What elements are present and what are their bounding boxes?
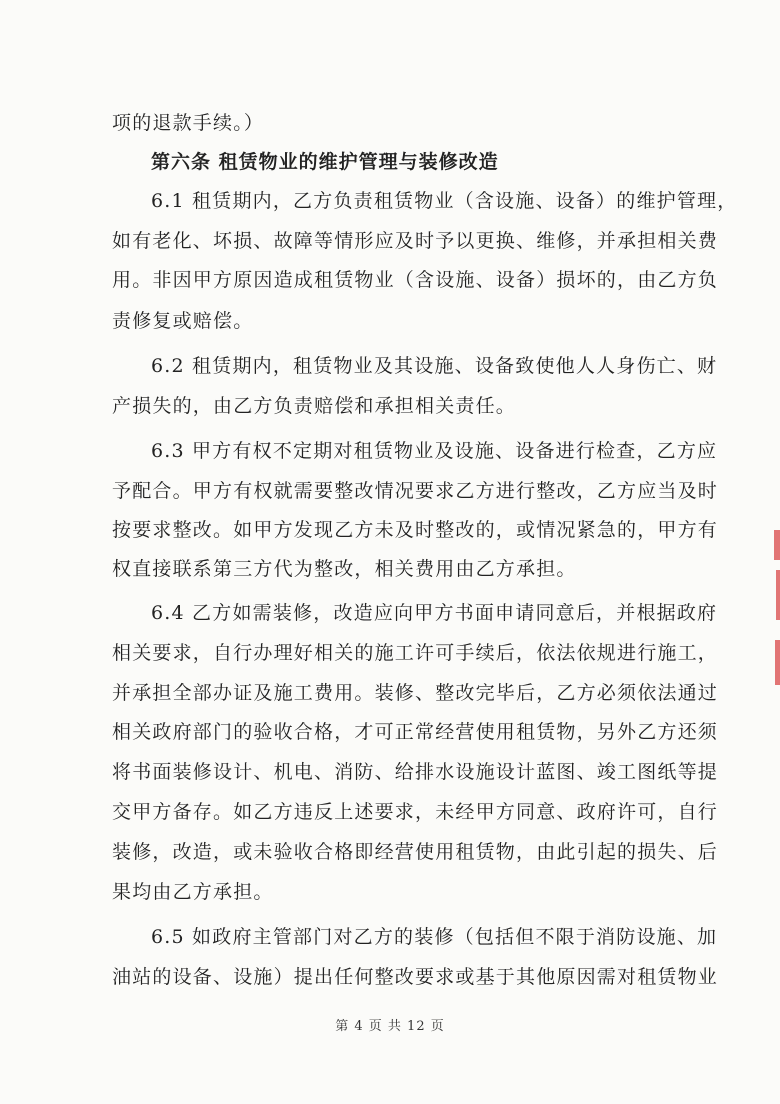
paragraph-line: 产损失的，由乙方负责赔偿和承担相关责任。 [112, 395, 517, 417]
paragraph-line: 6.5 如政府主管部门对乙方的装修（包括但不限于消防设施、加 [151, 926, 718, 948]
section-heading: 第六条 租赁物业的维护管理与装修改造 [151, 151, 499, 173]
seal-edge-mark [774, 530, 780, 560]
paragraph-line: 并承担全部办证及施工费用。装修、整改完毕后，乙方必须依法通过 [112, 682, 719, 704]
paragraph-line: 装修，改造，或未验收合格即经营使用租赁物，由此引起的损失、后 [112, 841, 719, 863]
paragraph-line: 交甲方备存。如乙方违反上述要求，未经甲方同意、政府许可，自行 [112, 801, 719, 823]
paragraph-line: 相关要求，自行办理好相关的施工许可手续后，依法依规进行施工， [112, 642, 719, 664]
paragraph-line: 予配合。甲方有权就需要整改情况要求乙方进行整改，乙方应当及时 [112, 480, 719, 502]
seal-edge-mark [776, 570, 780, 620]
paragraph-line: 6.4 乙方如需装修，改造应向甲方书面申请同意后，并根据政府 [151, 602, 718, 624]
paragraph-line: 用。非因甲方原因造成租赁物业（含设施、设备）损坏的，由乙方负 [112, 269, 719, 291]
paragraph-line: 果均由乙方承担。 [112, 881, 274, 903]
paragraph-line: 如有老化、坏损、故障等情形应及时予以更换、维修，并承担相关费 [112, 230, 719, 252]
paragraph-line: 权直接联系第三方代为整改，相关费用由乙方承担。 [112, 558, 577, 580]
paragraph-line: 将书面装修设计、机电、消防、给排水设施设计蓝图、竣工图纸等提 [112, 761, 719, 783]
paragraph-line: 6.2 租赁期内，租赁物业及其设施、设备致使他人人身伤亡、财 [151, 355, 718, 377]
paragraph-line: 按要求整改。如甲方发现乙方未及时整改的，或情况紧急的，甲方有 [112, 519, 719, 541]
paragraph-line: 6.1 租赁期内，乙方负责租赁物业（含设施、设备）的维护管理， [151, 190, 738, 212]
paragraph-line: 6.3 甲方有权不定期对租赁物业及设施、设备进行检查，乙方应 [151, 440, 718, 462]
paragraph-line: 相关政府部门的验收合格，才可正常经营使用租赁物，另外乙方还须 [112, 721, 719, 743]
seal-edge-mark [775, 640, 780, 685]
paragraph-line: 责修复或赔偿。 [112, 310, 254, 332]
paragraph-line: 项的退款手续。） [112, 112, 265, 134]
paragraph-line: 油站的设备、设施）提出任何整改要求或基于其他原因需对租赁物业 [112, 966, 719, 988]
page-footer: 第 4 页 共 12 页 [335, 1019, 445, 1034]
